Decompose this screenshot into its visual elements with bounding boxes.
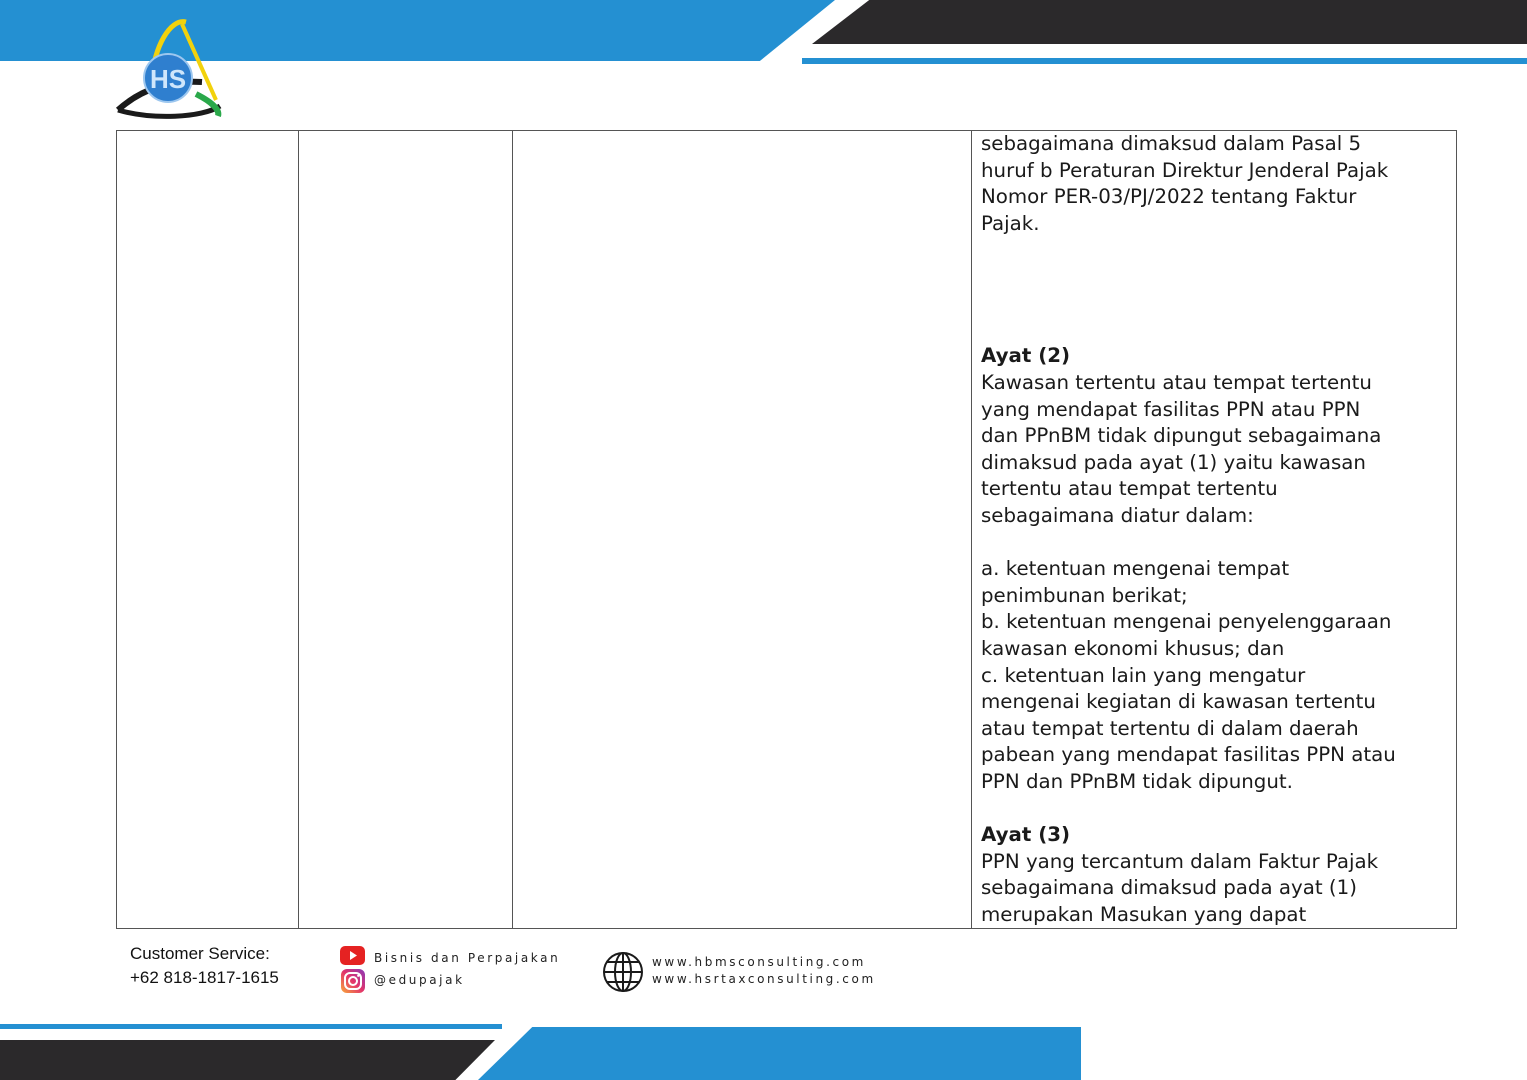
instagram-handle-link[interactable]: @edupajak <box>374 973 465 987</box>
header-dark-band <box>812 0 1527 44</box>
text-line: sebagaimana dimaksud dalam Pasal 5 <box>981 132 1362 155</box>
instagram-icon[interactable] <box>341 969 365 993</box>
list-item: PPN dan PPnBM tidak dipungut. <box>981 769 1293 793</box>
text-line: sebagaimana diatur dalam: <box>981 503 1254 527</box>
text-line: Nomor PER-03/PJ/2022 tentang Faktur <box>981 185 1357 209</box>
globe-icon <box>602 951 644 993</box>
footer-blue-line <box>0 1024 502 1029</box>
header-blue-line <box>802 58 1527 64</box>
youtube-icon[interactable] <box>340 946 365 965</box>
text-line: sebagaimana dimaksud pada ayat (1) <box>981 876 1357 900</box>
text-line: dimaksud pada ayat (1) yaitu kawasan <box>981 450 1366 474</box>
footer-blue-band <box>478 1027 1081 1080</box>
text-line: PPN yang tercantum dalam Faktur Pajak <box>981 849 1379 873</box>
list-item: b. ketentuan mengenai penyelenggaraan <box>981 610 1392 634</box>
list-item: atau tempat tertentu di dalam daerah <box>981 716 1359 740</box>
table-column-3 <box>513 131 972 928</box>
svg-text:HS: HS <box>149 64 187 94</box>
text-line: tertentu atau tempat tertentu <box>981 477 1278 501</box>
ayat-2-heading: Ayat (2) <box>981 344 1071 368</box>
list-item: kawasan ekonomi khusus; dan <box>981 636 1285 660</box>
text-line: huruf b Peraturan Direktur Jenderal Pajak <box>981 158 1389 182</box>
text-line: Pajak. <box>981 211 1040 235</box>
list-item: a. ketentuan mengenai tempat <box>981 557 1290 581</box>
footer-dark-band <box>0 1040 495 1080</box>
list-item: pabean yang mendapat fasilitas PPN atau <box>981 743 1396 767</box>
website-link-hsr[interactable]: www.hsrtaxconsulting.com <box>652 972 876 986</box>
list-item: mengenai kegiatan di kawasan tertentu <box>981 690 1376 714</box>
customer-service-label: Customer Service: <box>130 944 270 963</box>
table-column-2 <box>299 131 513 928</box>
text-line: merupakan Masukan yang dapat <box>981 902 1307 926</box>
table-column-4-text <box>972 131 1456 928</box>
list-item: penimbunan berikat; <box>981 583 1188 607</box>
text-line: Kawasan tertentu atau tempat tertentu <box>981 370 1372 394</box>
table-column-1 <box>117 131 299 928</box>
ayat-3-heading: Ayat (3) <box>981 823 1071 847</box>
hs-logo-icon <box>112 18 228 122</box>
document-table <box>116 130 1457 929</box>
text-line: dan PPnBM tidak dipungut sebagaimana <box>981 424 1382 448</box>
website-link-hbms[interactable]: www.hbmsconsulting.com <box>652 955 866 969</box>
customer-service-phone[interactable]: +62 818-1817-1615 <box>130 968 279 987</box>
text-line: yang mendapat fasilitas PPN atau PPN <box>981 397 1361 421</box>
youtube-channel-link[interactable]: Bisnis dan Perpajakan <box>374 951 561 965</box>
list-item: c. ketentuan lain yang mengatur <box>981 663 1306 687</box>
